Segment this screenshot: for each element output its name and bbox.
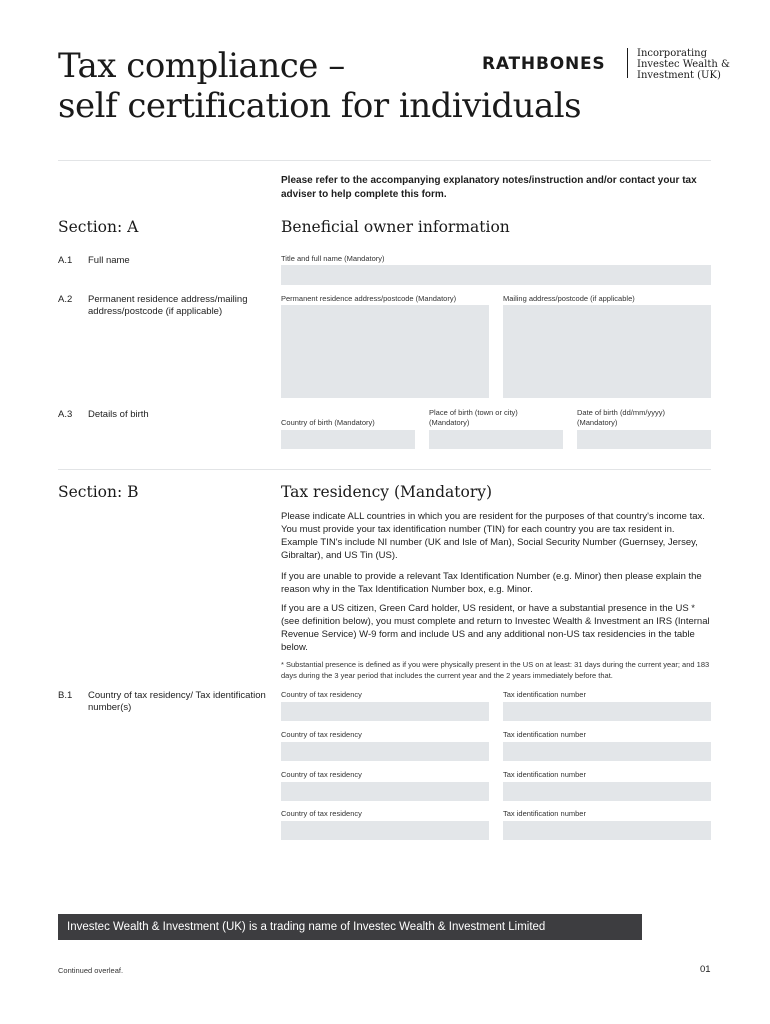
field-label-full-name: Title and full name (Mandatory) — [281, 254, 385, 263]
place-of-birth-input[interactable] — [429, 430, 563, 449]
section-a-title: Beneficial owner information — [281, 218, 510, 236]
row-number-a2: A.2 — [58, 294, 73, 305]
field-label-tin: Tax identification number — [503, 690, 586, 699]
row-label-address: Permanent residence address/mailing address/postcode (if applicable) — [88, 294, 248, 317]
rathbones-logo: RATHBONES — [482, 54, 606, 74]
row-label-tax-residency: Country of tax residency/ Tax identification number(s) — [88, 690, 266, 713]
field-label-tin: Tax identification number — [503, 770, 586, 779]
logo-divider — [627, 48, 628, 78]
field-label-place-of-birth-mandatory: (Mandatory) — [429, 418, 470, 427]
tin-input[interactable] — [503, 821, 711, 840]
row-label-full-name: Full name — [88, 255, 130, 266]
logo-subtitle-line-2: Investec Wealth & — [637, 59, 730, 70]
continued-overleaf-note: Continued overleaf. — [58, 966, 124, 975]
intro-instructions: Please refer to the accompanying explanatory notes/instruction and/or contact your tax adviser to help complete this form. — [281, 175, 697, 200]
field-label-tin: Tax identification number — [503, 809, 586, 818]
field-label-permanent-address: Permanent residence address/postcode (Mandatory) — [281, 294, 457, 303]
field-label-mailing-address: Mailing address/postcode (if applicable) — [503, 294, 635, 303]
page-number: 01 — [700, 964, 711, 975]
tin-input[interactable] — [503, 702, 711, 721]
substantial-presence-footnote: * Substantial presence is defined as if you were physically present in the US on at least: 31 days during the current year; and 183 days during the 3 year period that includes the current year and the 2 years immediately before that. — [281, 660, 710, 680]
trading-name-banner: Investec Wealth & Investment (UK) is a trading name of Investec Wealth & Investment Limited — [58, 914, 642, 940]
tax-residency-paragraph-1: Please indicate ALL countries in which you are resident for the purposes of that country's income tax. You must provide your tax identification number (TIN) for each country you are tax resident in. Example TIN's include NI number (UK and Isle of Man), Social Security Number (Guernsey, Jersey, Gibraltar), and US Tin (US). — [281, 511, 705, 561]
tax-residency-paragraph-3: If you are a US citizen, Green Card holder, US resident, or have a substantial presence in the US * (see definition below), you must complete and return to Investec Wealth & Investment an IRS (Internal Revenue Service) W-9 form and include US and any additional non-US tax residencies in the table below. — [281, 603, 710, 653]
logo-subtitle-line-3: Investment (UK) — [637, 70, 721, 81]
divider-section-b — [58, 469, 711, 470]
field-label-date-of-birth: Date of birth (dd/mm/yyyy) — [577, 408, 665, 417]
country-of-tax-residency-input[interactable] — [281, 821, 489, 840]
date-of-birth-input[interactable] — [577, 430, 711, 449]
field-label-country-of-birth: Country of birth (Mandatory) — [281, 418, 375, 427]
permanent-address-input[interactable] — [281, 305, 489, 398]
divider-top — [58, 160, 711, 161]
full-name-input[interactable] — [281, 265, 711, 285]
row-number-b1: B.1 — [58, 690, 73, 701]
logo-subtitle-line-1: Incorporating — [637, 48, 708, 59]
page-title-line-2: self certification for individuals — [58, 86, 582, 126]
country-of-birth-input[interactable] — [281, 430, 415, 449]
country-of-tax-residency-input[interactable] — [281, 742, 489, 761]
tax-residency-paragraph-2: If you are unable to provide a relevant Tax Identification Number (e.g. Minor) then please explain the reason why in the Tax Identification Number box, e.g. Minor. — [281, 571, 702, 595]
section-b-label: Section: B — [58, 483, 139, 501]
field-label-country-of-tax-residency: Country of tax residency — [281, 730, 362, 739]
field-label-date-of-birth-mandatory: (Mandatory) — [577, 418, 618, 427]
row-number-a3: A.3 — [58, 409, 73, 420]
section-b-title: Tax residency (Mandatory) — [281, 483, 493, 501]
section-a-label: Section: A — [58, 218, 139, 236]
field-label-country-of-tax-residency: Country of tax residency — [281, 690, 362, 699]
field-label-tin: Tax identification number — [503, 730, 586, 739]
country-of-tax-residency-input[interactable] — [281, 782, 489, 801]
mailing-address-input[interactable] — [503, 305, 711, 398]
row-label-birth: Details of birth — [88, 409, 149, 420]
tin-input[interactable] — [503, 742, 711, 761]
field-label-country-of-tax-residency: Country of tax residency — [281, 809, 362, 818]
row-number-a1: A.1 — [58, 255, 73, 266]
field-label-place-of-birth: Place of birth (town or city) — [429, 408, 518, 417]
field-label-country-of-tax-residency: Country of tax residency — [281, 770, 362, 779]
country-of-tax-residency-input[interactable] — [281, 702, 489, 721]
page-title-line-1: Tax compliance – — [58, 46, 345, 86]
tin-input[interactable] — [503, 782, 711, 801]
